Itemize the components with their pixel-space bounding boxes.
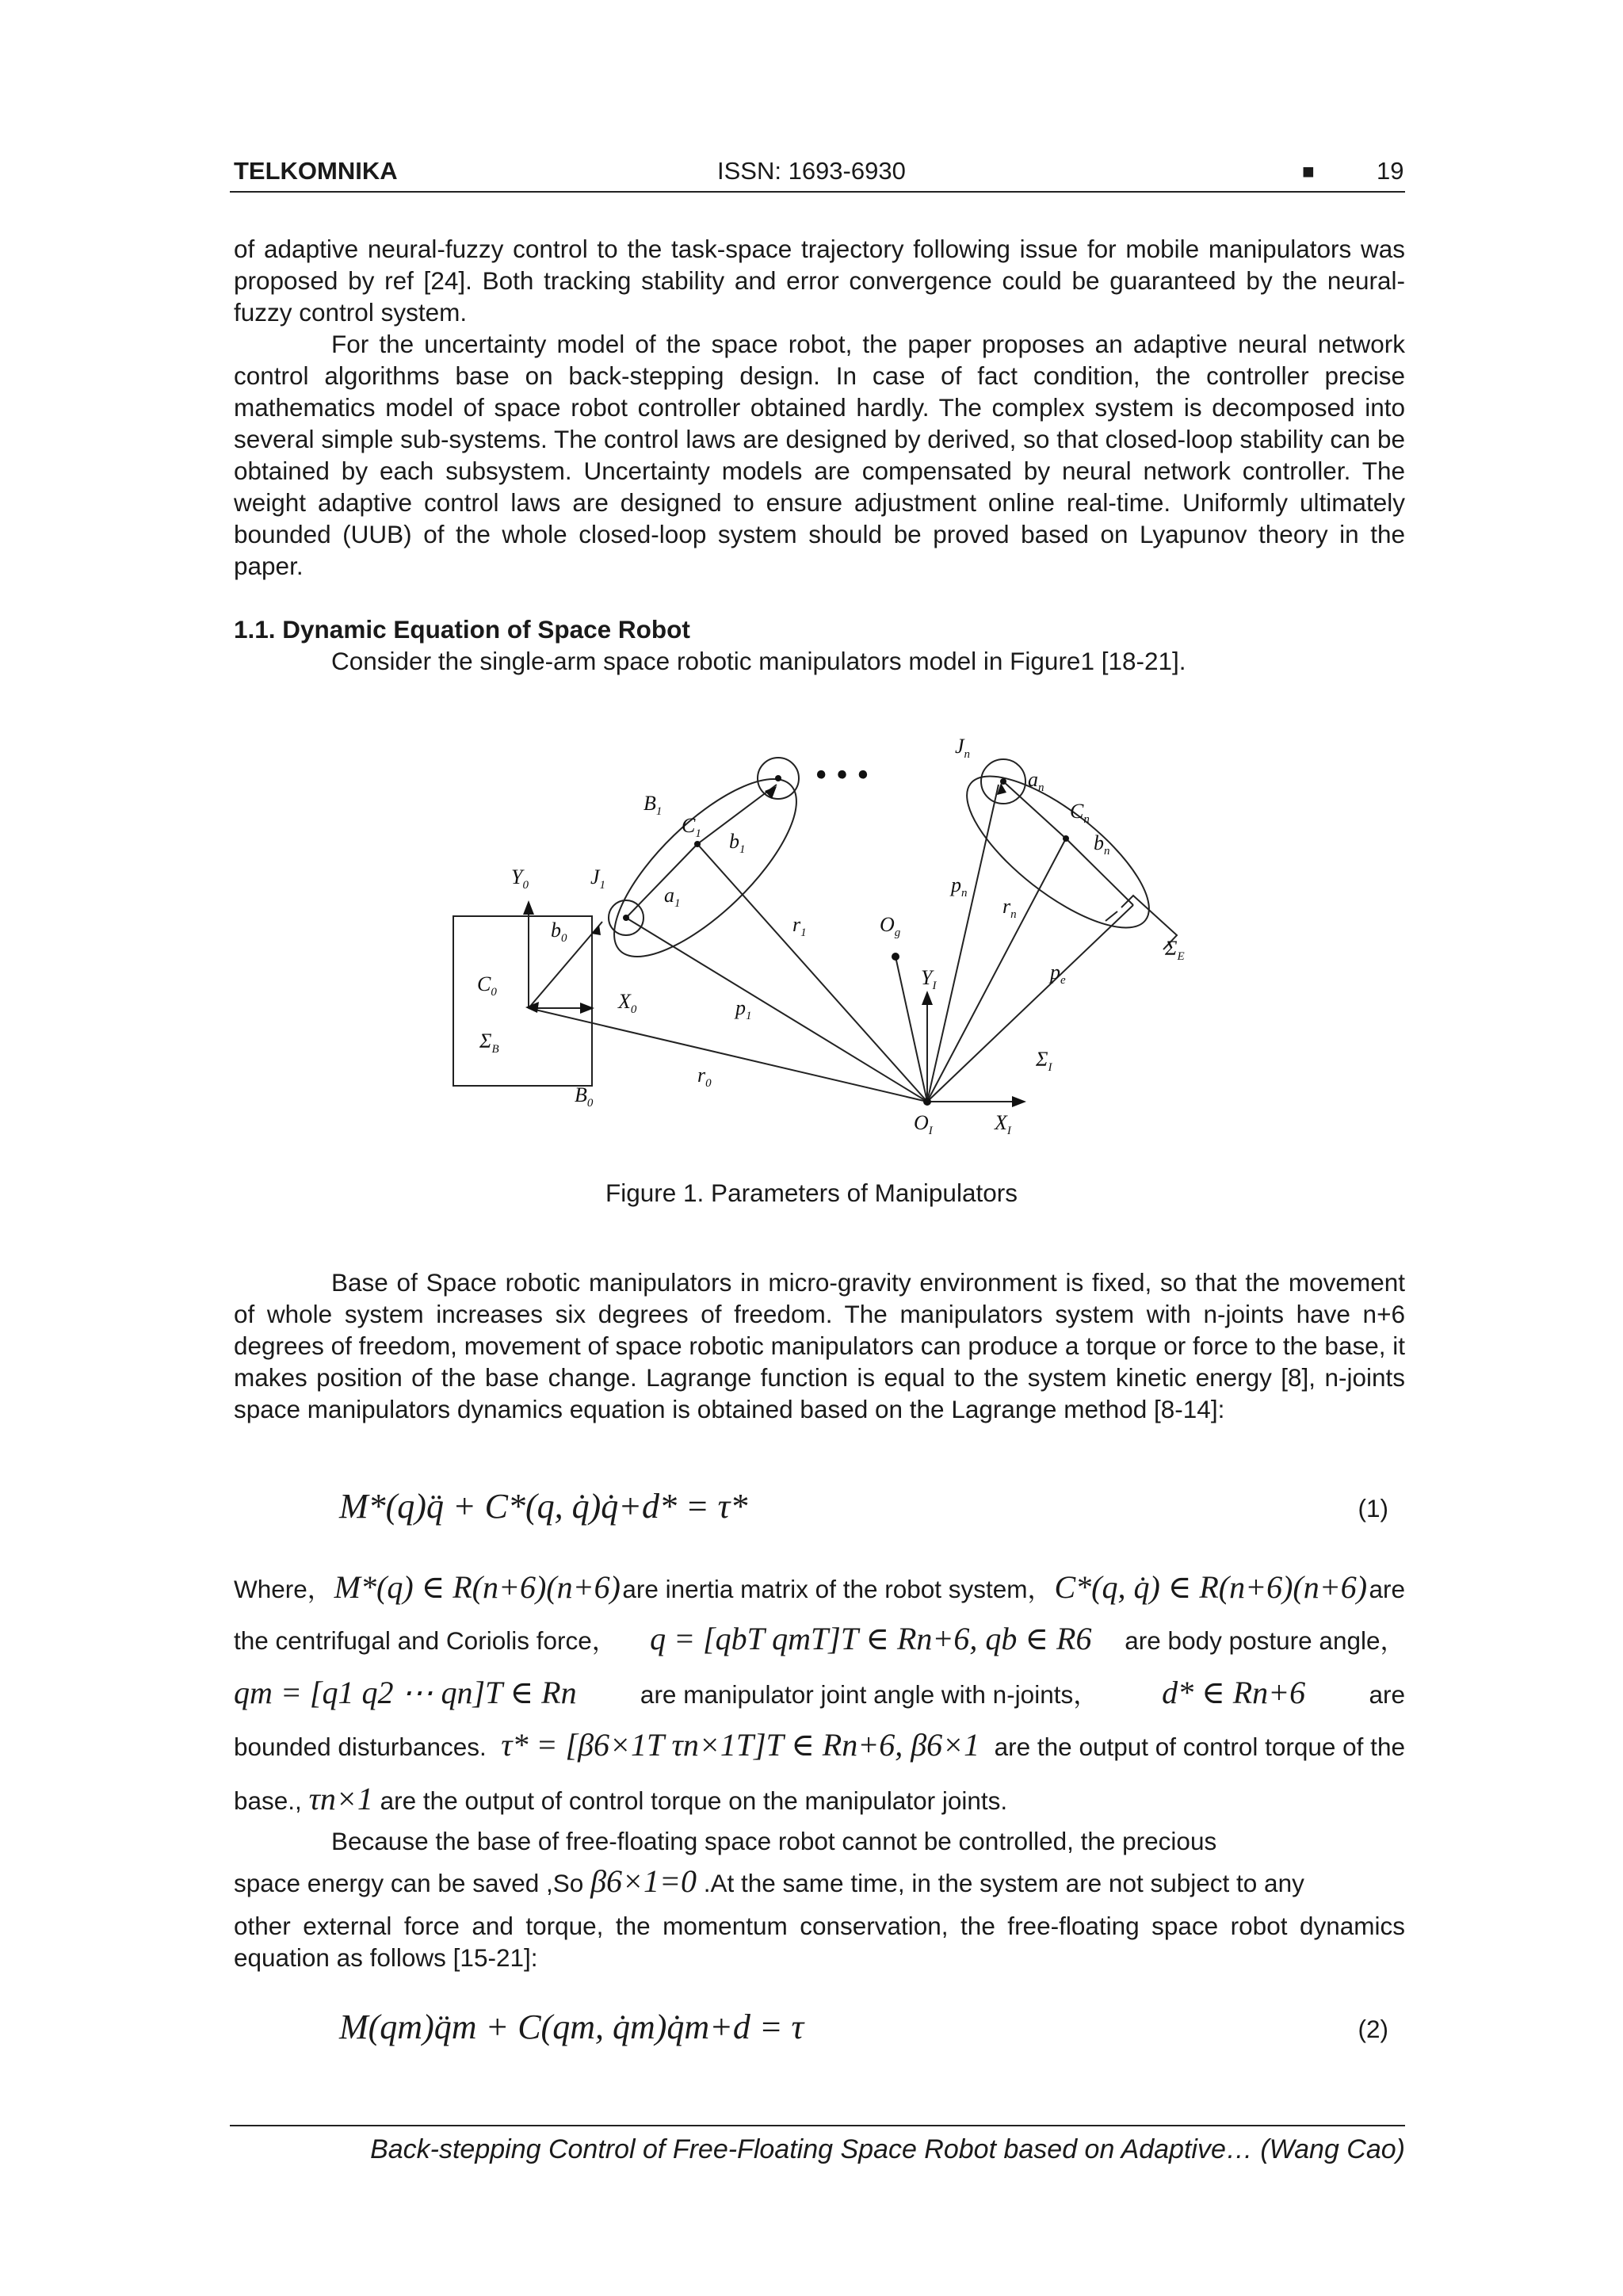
footer-rule <box>230 2125 1405 2126</box>
math-coriolis: C*(q, q̇) ∈ R(n+6)(n+6) <box>1054 1569 1368 1605</box>
where-line-1: Where， M*(q) ∈ R(n+6)(n+6) are inertia matrix of the robot system， C*(q, q̇) ∈ R(n+6)(n+6) are <box>234 1569 1405 1605</box>
label-X0: $X_0$ <box>618 990 637 1016</box>
paragraph-4: Base of Space robotic manipulators in micro-gravity environment is fixed, so that the movement of whole system increases six degrees of freedom. The manipulators system with n-joints have n+6 degrees of freedom, movement of space robotic manipulators can produce a torque or force to the base, it makes position of the base change. Lagrange function is equal to the system kinetic energy [8], n-joints space manipulators dynamics equation is obtained based on the Lagrange method [8-14]: <box>234 1268 1405 1423</box>
label-an: $a_n$ <box>1028 768 1044 794</box>
section-title: 1.1. Dynamic Equation of Space Robot <box>234 615 690 644</box>
label-Jn: $J_n$ <box>955 735 971 761</box>
label-b1: $b_1$ <box>729 830 746 856</box>
math-tau-star: τ* = [β6×1T τn×1T]T ∈ Rn+6, β6×1 <box>501 1727 980 1763</box>
journal-name: TELKOMNIKA <box>234 157 398 185</box>
label-J1: $J_1$ <box>590 865 606 892</box>
label-b0: $b_0$ <box>551 919 567 945</box>
paragraph-3: Consider the single-arm space robotic manipulators model in Figure1 [18-21]. <box>331 647 1186 675</box>
equation-2: M(qm)q̈m + C(qm, q̇m)q̇m+d = τ <box>339 2008 804 2046</box>
paragraph-2: For the uncertainty model of the space robot, the paper proposes an adaptive neural network control algorithms base on back-stepping design. In case of fact condition, the controller precise mathematics model of space robot controller obtained hardly. The complex system is decomposed into several simple sub-systems. The control laws are designed by derived, so that closed-loop stability can be obtained by each subsystem. Uncertainty models are compensated by neural network controller. The weight adaptive control laws are designed to ensure adjustment online real-time. Uniformly ultimately bounded (UUB) of the whole closed-loop system should be proved based on Lyapunov theory in the paper. <box>234 330 1405 580</box>
where-line-3: qm = [q1 q2 ⋯ qn]T ∈ Rn are manipulator joint angle with n-joints， d* ∈ Rn+6 are <box>234 1675 1405 1710</box>
label-C0: $C_0$ <box>477 972 497 999</box>
math-qm: qm = [q1 q2 ⋯ qn]T ∈ Rn <box>234 1675 577 1710</box>
label-bn: $b_n$ <box>1094 831 1110 858</box>
base-box <box>453 916 592 1086</box>
ellipsis-dots: • • • <box>815 755 869 794</box>
label-C1: $C_1$ <box>682 814 701 840</box>
math-q-vector: q = [qbT qmT]T ∈ Rn+6, qb ∈ R6 <box>650 1621 1092 1656</box>
label-p1: $p_1$ <box>735 996 752 1022</box>
paragraph-6-end: other external force and torque, the momentum conservation, the free-floating space robot dynamics equation as follows [15-21]: <box>234 1912 1405 1972</box>
where-line-4: bounded disturbances. τ* = [β6×1T τn×1T]T ∈ Rn+6, β6×1 are the output of control torque of the <box>234 1727 1405 1763</box>
label-rn: $r_n$ <box>1002 895 1017 921</box>
where-line-5: base., τn×1 are the output of control torque on the manipulator joints. <box>234 1781 1008 1817</box>
label-sigma-E: $\Sigma_E$ <box>1165 937 1185 963</box>
link-1-ellipse <box>589 753 823 983</box>
paragraph-6-line-1: Because the base of free-floating space robot cannot be controlled, the precious <box>331 1827 1217 1855</box>
label-pn: $p_n$ <box>951 873 968 900</box>
label-r1: $r_1$ <box>792 913 807 939</box>
label-r0: $r_0$ <box>697 1064 712 1090</box>
paragraph-6-line-2: space energy can be saved ,So β6×1=0 .At the same time, in the system are not subject to any <box>234 1863 1304 1899</box>
equation-1-number: (1) <box>1358 1494 1388 1522</box>
footer-running-title: Back-stepping Control of Free-Floating Space Robot based on Adaptive… (Wang Cao) <box>370 2134 1405 2164</box>
label-sigma-B: $\Sigma_B$ <box>479 1030 499 1056</box>
header-bullet: ■ <box>1302 159 1315 183</box>
math-tau-n: τn×1 <box>308 1781 373 1817</box>
header-rule <box>230 191 1405 193</box>
label-XI: $X_I$ <box>995 1111 1011 1137</box>
label-B0: $B_0$ <box>575 1083 594 1110</box>
math-d-star: d* ∈ Rn+6 <box>1162 1675 1306 1710</box>
label-OI: $O_I$ <box>914 1111 933 1137</box>
label-a1: $a_1$ <box>664 884 681 910</box>
issn: ISSN: 1693-6930 <box>717 157 906 185</box>
figure-caption: Figure 1. Parameters of Manipulators <box>605 1179 1018 1207</box>
page-number: 19 <box>1377 157 1404 185</box>
label-YI: $Y_I$ <box>921 966 937 992</box>
label-pe: $p_e$ <box>1050 961 1066 987</box>
equation-2-number: (2) <box>1358 2015 1388 2043</box>
label-sigma-I: $\Sigma_I$ <box>1036 1048 1052 1074</box>
equation-1: M*(q)q̈ + C*(q, q̇)q̇+d* = τ* <box>339 1487 748 1526</box>
label-Cn: $C_n$ <box>1070 800 1090 826</box>
manipulator-figure <box>436 729 1228 1141</box>
math-inertia: M*(q) ∈ R(n+6)(n+6) <box>334 1569 621 1605</box>
paragraph-1: of adaptive neural-fuzzy control to the task-space trajectory following issue for mobile manipulators was proposed by ref [24]. Both tracking stability and error convergence could be guaranteed by the neural-fuzzy control system. <box>234 235 1405 327</box>
where-line-2: the centrifugal and Coriolis force， q = [qbT qmT]T ∈ Rn+6, qb ∈ R6 are body posture angle， <box>234 1621 1405 1656</box>
label-Og: $O_g$ <box>880 913 901 939</box>
math-beta-zero: β6×1=0 <box>590 1863 697 1899</box>
label-B1: $B_1$ <box>643 792 663 818</box>
label-Y0: $Y_0$ <box>511 865 529 892</box>
intro-paragraphs <box>234 233 1405 582</box>
